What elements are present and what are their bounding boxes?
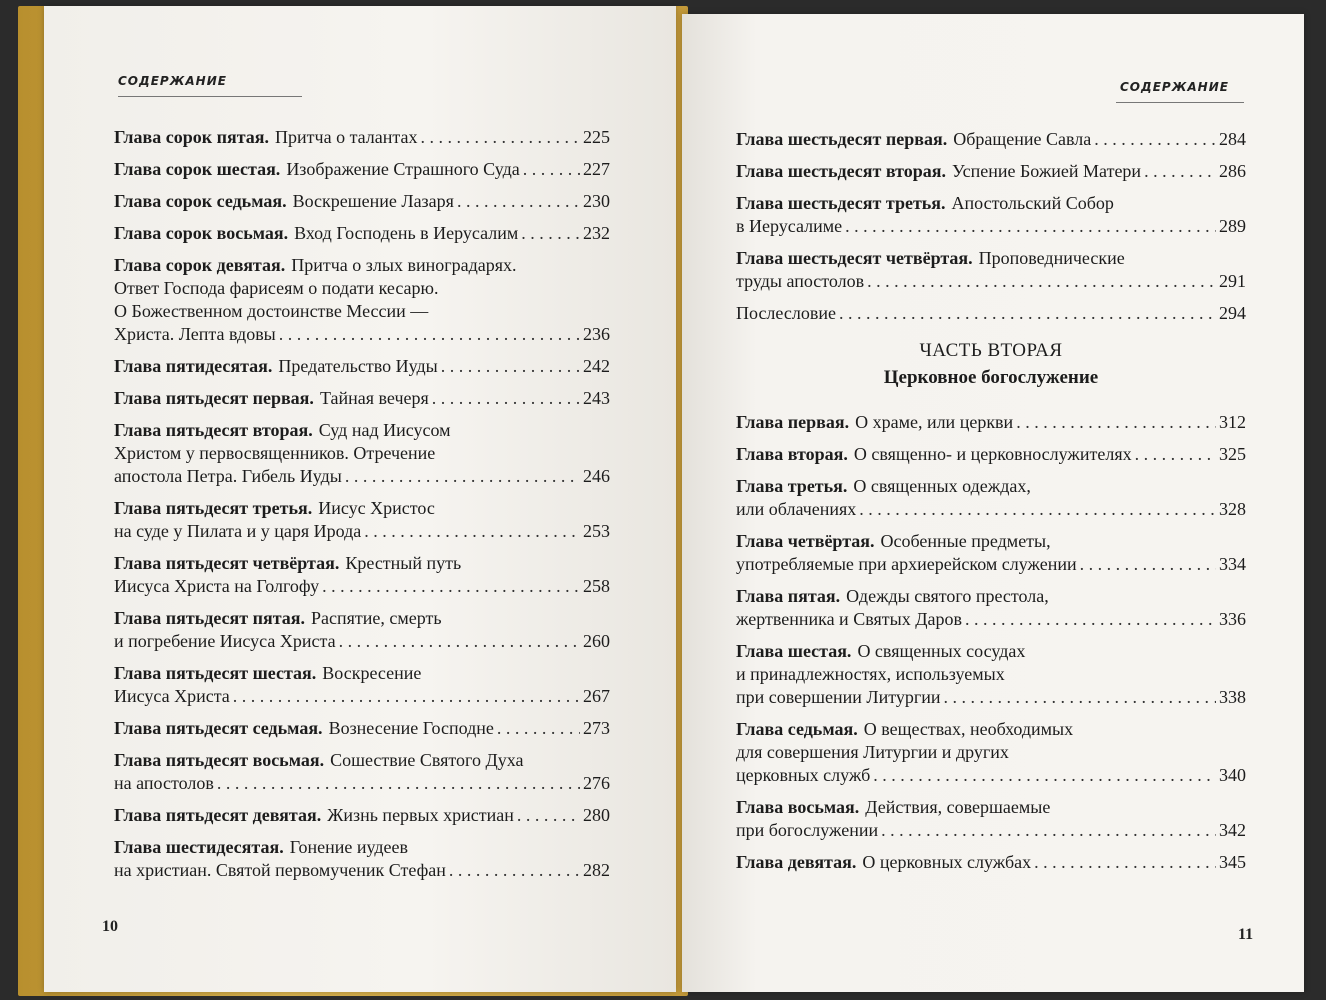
chapter-label: Глава пятьдесят седьмая. xyxy=(114,718,323,738)
toc-entry xyxy=(114,387,610,410)
toc-entry-line xyxy=(114,772,610,795)
toc-entry-line xyxy=(114,804,610,827)
leader-dots xyxy=(1094,128,1216,151)
leader-dots xyxy=(449,859,580,882)
chapter-title: Предательство Иуды xyxy=(278,356,438,376)
toc-entry-line xyxy=(736,475,1246,498)
chapter-title: Иисуса Христа на Голгофу xyxy=(114,576,320,596)
toc-entry xyxy=(114,717,610,740)
toc-entry-line xyxy=(736,192,1246,215)
toc-entry-line xyxy=(736,530,1246,553)
page-number: 342 xyxy=(1219,820,1246,840)
toc-entry xyxy=(736,302,1246,325)
chapter-title: Действия, совершаемые xyxy=(865,797,1051,817)
chapter-label: Глава пятьдесят восьмая. xyxy=(114,750,325,770)
leader-dots xyxy=(521,222,580,245)
chapter-title: Тайная вечеря xyxy=(319,388,429,408)
leader-dots xyxy=(1080,553,1216,576)
chapter-title: Распятие, смерть xyxy=(311,608,442,628)
toc-entry xyxy=(114,749,610,795)
toc-entry-line xyxy=(736,663,1246,686)
leader-dots xyxy=(279,323,580,346)
chapter-title: Обращение Савла xyxy=(953,129,1092,149)
toc-entry xyxy=(736,475,1246,521)
page-number: 334 xyxy=(1219,554,1246,574)
page-number: 328 xyxy=(1219,499,1246,519)
toc-entry xyxy=(114,662,610,708)
toc-entry xyxy=(114,126,610,149)
toc-entry xyxy=(114,158,610,181)
chapter-title: употребляемые при архиерейском служении xyxy=(736,554,1077,574)
part-heading: ЧАСТЬ ВТОРАЯ xyxy=(919,340,1063,361)
toc-entry-line xyxy=(114,575,610,598)
page-number: 284 xyxy=(1219,129,1246,149)
leader-dots xyxy=(523,158,580,181)
toc-entry-line xyxy=(114,552,610,575)
toc-entry xyxy=(114,355,610,378)
chapter-title: Вход Господень в Иерусалим xyxy=(294,223,519,243)
toc-entry xyxy=(114,497,610,543)
leader-dots xyxy=(420,126,580,149)
toc-entry xyxy=(114,222,610,245)
chapter-title: Воскресение xyxy=(322,663,422,683)
part-subtitle: Церковное богослужение xyxy=(883,367,1099,388)
toc-entry-line xyxy=(736,215,1246,238)
toc-entry-line xyxy=(736,585,1246,608)
leader-dots xyxy=(345,465,580,488)
chapter-label: Глава седьмая. xyxy=(736,719,858,739)
toc-entry-line xyxy=(114,300,610,323)
chapter-title: Иисус Христос xyxy=(318,498,435,518)
leader-dots xyxy=(873,764,1216,787)
chapter-label: Глава сорок седьмая. xyxy=(114,191,287,211)
toc-entry-line xyxy=(736,640,1246,663)
chapter-label: Глава пятьдесят шестая. xyxy=(114,663,317,683)
left-running-head xyxy=(118,74,227,88)
chapter-title: Изображение Страшного Суда xyxy=(286,159,520,179)
toc-entry-line xyxy=(114,749,610,772)
toc-entry-line xyxy=(736,302,1246,325)
chapter-title: Одежды святого престола, xyxy=(846,586,1049,606)
chapter-label: Глава шестьдесят четвёртая. xyxy=(736,248,973,268)
chapter-title: апостола Петра. Гибель Иуды xyxy=(114,466,342,486)
chapter-title: О веществах, необходимых xyxy=(863,719,1074,739)
toc-entry xyxy=(736,585,1246,631)
chapter-title: Притча о талантах xyxy=(275,127,418,147)
toc-entry xyxy=(736,160,1246,183)
page-number: 232 xyxy=(583,223,610,243)
page-number: 289 xyxy=(1219,216,1246,236)
page-number: 286 xyxy=(1219,161,1246,181)
chapter-label: Глава шестидесятая. xyxy=(114,837,284,857)
toc-entry-line xyxy=(736,411,1246,434)
chapter-label: Глава шестьдесят первая. xyxy=(736,129,948,149)
chapter-title: О церковных службах xyxy=(862,852,1032,872)
toc-entry-line xyxy=(114,254,610,277)
leader-dots xyxy=(867,270,1216,293)
toc-entry xyxy=(736,247,1246,293)
page-number: 230 xyxy=(583,191,610,211)
toc-entry-line xyxy=(736,718,1246,741)
toc-entry-line xyxy=(736,160,1246,183)
chapter-title: Сошествие Святого Духа xyxy=(330,750,524,770)
page-number: 325 xyxy=(1219,444,1246,464)
page-number: 227 xyxy=(583,159,610,179)
chapter-title: Особенные предметы, xyxy=(880,531,1051,551)
left-folio: 10 xyxy=(102,918,118,935)
toc-entry xyxy=(114,804,610,827)
toc-entry-line xyxy=(114,323,610,346)
toc-entry xyxy=(114,836,610,882)
chapter-label: Глава пятьдесят девятая. xyxy=(114,805,322,825)
chapter-title: для совершения Литургии и других xyxy=(736,742,1009,762)
page-number: 282 xyxy=(583,860,610,880)
chapter-label: Глава пятьдесят третья. xyxy=(114,498,313,518)
left-running-head-rule xyxy=(118,96,302,97)
toc-entry xyxy=(736,530,1246,576)
leader-dots xyxy=(364,520,580,543)
leader-dots xyxy=(233,685,580,708)
toc-entry xyxy=(736,128,1246,151)
left-toc xyxy=(114,126,610,891)
chapter-title: Крестный путь xyxy=(345,553,462,573)
toc-entry xyxy=(736,443,1246,466)
chapter-label: Глава пятая. xyxy=(736,586,841,606)
leader-dots xyxy=(497,717,580,740)
toc-entry-line xyxy=(736,851,1246,874)
right-toc-bottom xyxy=(736,411,1246,874)
toc-entry-line xyxy=(114,465,610,488)
chapter-title: церковных служб xyxy=(736,765,871,785)
chapter-label: Глава шестьдесят вторая. xyxy=(736,161,947,181)
leader-dots xyxy=(1144,160,1216,183)
chapter-title: Послесловие xyxy=(736,303,836,323)
right-page xyxy=(682,14,1304,992)
toc-entry xyxy=(736,640,1246,709)
page-number: 253 xyxy=(583,521,610,541)
leader-dots xyxy=(1135,443,1216,466)
chapter-title: при богослужении xyxy=(736,820,879,840)
toc-entry xyxy=(736,796,1246,842)
chapter-title: Воскрешение Лазаря xyxy=(292,191,454,211)
toc-entry-line xyxy=(114,419,610,442)
chapter-title: или облачениях xyxy=(736,499,857,519)
chapter-label: Глава пятьдесят вторая. xyxy=(114,420,313,440)
toc-entry xyxy=(736,718,1246,787)
leader-dots xyxy=(845,215,1216,238)
chapter-title: Христом у первосвященников. Отречение xyxy=(114,443,436,463)
chapter-title: Гонение иудеев xyxy=(289,837,409,857)
toc-entry-line xyxy=(736,608,1246,631)
toc-entry-line xyxy=(114,717,610,740)
chapter-title: Жизнь первых христиан xyxy=(327,805,514,825)
toc-entry-line xyxy=(114,859,610,882)
leader-dots xyxy=(965,608,1216,631)
toc-entry-line xyxy=(736,764,1246,787)
chapter-title: при совершении Литургии xyxy=(736,687,941,707)
page-number: 267 xyxy=(583,686,610,706)
leader-dots xyxy=(859,498,1216,521)
page-number: 280 xyxy=(583,805,610,825)
chapter-label: Глава сорок шестая. xyxy=(114,159,281,179)
toc-entry xyxy=(114,552,610,598)
toc-entry-line xyxy=(736,247,1246,270)
toc-entry-line xyxy=(114,662,610,685)
chapter-title: О Божественном достоинстве Мессии — xyxy=(114,301,429,321)
toc-entry-line xyxy=(114,836,610,859)
leader-dots xyxy=(339,630,580,653)
right-toc xyxy=(736,128,1246,883)
chapter-label: Глава первая. xyxy=(736,412,850,432)
chapter-title: Иисуса Христа xyxy=(114,686,230,706)
leader-dots xyxy=(217,772,580,795)
leader-dots xyxy=(881,819,1216,842)
chapter-title: Суд над Иисусом xyxy=(318,420,451,440)
page-number: 340 xyxy=(1219,765,1246,785)
chapter-title: жертвенника и Святых Даров xyxy=(736,609,962,629)
chapter-title: Успение Божией Матери xyxy=(952,161,1142,181)
toc-entry-line xyxy=(736,741,1246,764)
page-number: 236 xyxy=(583,324,610,344)
chapter-title: на апостолов xyxy=(114,773,214,793)
chapter-title: Притча о злых виноградарях. xyxy=(291,255,517,275)
toc-entry-line xyxy=(114,126,610,149)
page-number: 276 xyxy=(583,773,610,793)
chapter-label: Глава пятидесятая. xyxy=(114,356,273,376)
right-folio: 11 xyxy=(1238,926,1254,943)
leader-dots xyxy=(1016,411,1216,434)
chapter-title: в Иерусалиме xyxy=(736,216,843,236)
page-number: 312 xyxy=(1219,412,1246,432)
chapter-title: О священных сосудах xyxy=(857,641,1026,661)
toc-entry xyxy=(114,190,610,213)
chapter-title: О священно- и церковнослужителях xyxy=(853,444,1132,464)
toc-entry-line xyxy=(736,553,1246,576)
chapter-title: Апостольский Собор xyxy=(951,193,1114,213)
chapter-title: и принадлежностях, используемых xyxy=(736,664,1005,684)
toc-entry-line xyxy=(114,387,610,410)
toc-entry-line xyxy=(736,796,1246,819)
toc-entry-line xyxy=(736,128,1246,151)
left-page xyxy=(44,6,676,992)
chapter-label: Глава восьмая. xyxy=(736,797,860,817)
chapter-title: Ответ Господа фарисеям о подати кесарю. xyxy=(114,278,439,298)
page-number: 291 xyxy=(1219,271,1246,291)
toc-entry-line xyxy=(736,686,1246,709)
chapter-title: О священных одеждах, xyxy=(853,476,1031,496)
chapter-label: Глава третья. xyxy=(736,476,848,496)
chapter-title: и погребение Иисуса Христа xyxy=(114,631,336,651)
page-number: 260 xyxy=(583,631,610,651)
leader-dots xyxy=(517,804,580,827)
chapter-label: Глава пятьдесят первая. xyxy=(114,388,314,408)
page-number: 294 xyxy=(1219,303,1246,323)
right-running-head xyxy=(1120,80,1229,94)
page-number: 242 xyxy=(583,356,610,376)
toc-entry-line xyxy=(114,497,610,520)
toc-entry xyxy=(114,419,610,488)
chapter-title: на суде у Пилата и у царя Ирода xyxy=(114,521,362,541)
chapter-label: Глава шестая. xyxy=(736,641,852,661)
chapter-label: Глава девятая. xyxy=(736,852,857,872)
toc-entry-line xyxy=(114,520,610,543)
chapter-label: Глава шестьдесят третья. xyxy=(736,193,946,213)
chapter-label: Глава четвёртая. xyxy=(736,531,875,551)
page-number: 243 xyxy=(583,388,610,408)
leader-dots xyxy=(1034,851,1216,874)
toc-entry-line xyxy=(114,222,610,245)
chapter-label: Глава пятьдесят четвёртая. xyxy=(114,553,340,573)
toc-entry-line xyxy=(736,443,1246,466)
toc-entry-line xyxy=(114,158,610,181)
toc-entry-line xyxy=(114,685,610,708)
toc-entry-line xyxy=(114,630,610,653)
chapter-title: на христиан. Святой первомученик Стефан xyxy=(114,860,446,880)
toc-entry xyxy=(736,851,1246,874)
page-number: 273 xyxy=(583,718,610,738)
leader-dots xyxy=(432,387,580,410)
page-number: 225 xyxy=(583,127,610,147)
page-number: 338 xyxy=(1219,687,1246,707)
toc-entry xyxy=(114,254,610,346)
right-running-head-text: СОДЕРЖАНИЕ xyxy=(1120,80,1229,94)
leader-dots xyxy=(457,190,580,213)
leader-dots xyxy=(839,302,1216,325)
toc-entry-line xyxy=(736,819,1246,842)
page-number: 258 xyxy=(583,576,610,596)
right-toc-top xyxy=(736,128,1246,325)
toc-entry-line xyxy=(114,277,610,300)
chapter-title: Христа. Лепта вдовы xyxy=(114,324,276,344)
leader-dots xyxy=(441,355,580,378)
chapter-label: Глава сорок девятая. xyxy=(114,255,286,275)
chapter-label: Глава вторая. xyxy=(736,444,848,464)
leader-dots xyxy=(322,575,580,598)
toc-entry xyxy=(736,192,1246,238)
toc-entry-line xyxy=(114,607,610,630)
page-number: 246 xyxy=(583,466,610,486)
toc-entry xyxy=(736,411,1246,434)
chapter-title: Проповеднические xyxy=(978,248,1125,268)
toc-entry-line xyxy=(736,270,1246,293)
chapter-label: Глава сорок восьмая. xyxy=(114,223,289,243)
page-number: 336 xyxy=(1219,609,1246,629)
toc-entry-line xyxy=(114,355,610,378)
chapter-title: О храме, или церкви xyxy=(855,412,1014,432)
toc-entry xyxy=(114,607,610,653)
leader-dots xyxy=(944,686,1216,709)
chapter-label: Глава сорок пятая. xyxy=(114,127,270,147)
toc-entry-line xyxy=(114,190,610,213)
page-number: 345 xyxy=(1219,852,1246,872)
toc-entry-line xyxy=(114,442,610,465)
right-running-head-rule xyxy=(1116,102,1244,103)
chapter-title: Вознесение Господне xyxy=(328,718,494,738)
left-running-head-text: СОДЕРЖАНИЕ xyxy=(118,74,227,88)
chapter-title: труды апостолов xyxy=(736,271,865,291)
chapter-label: Глава пятьдесят пятая. xyxy=(114,608,306,628)
toc-entry-line xyxy=(736,498,1246,521)
